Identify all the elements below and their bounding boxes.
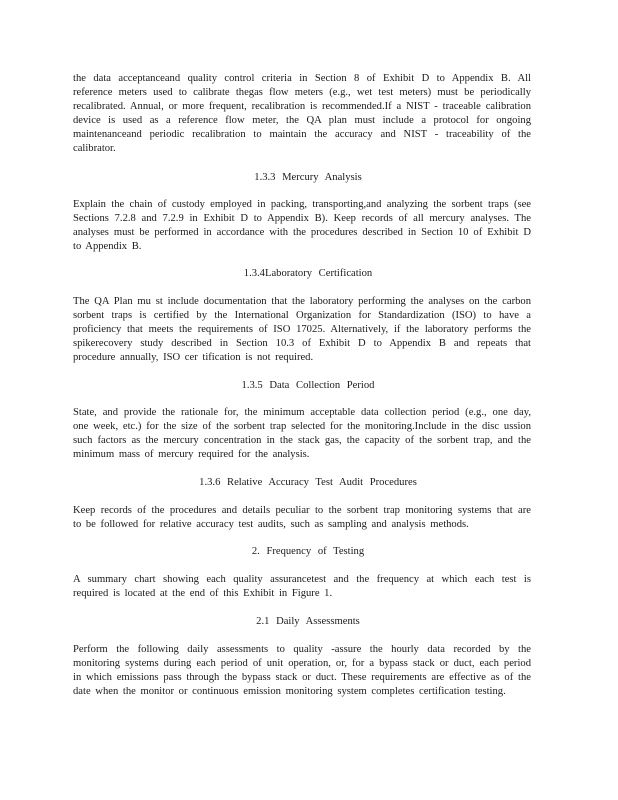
laboratory-certification-paragraph: The QA Plan mu st include documentation that the laboratory performing the analyses on the carbon sorbent traps is certified by the International Organization for Standardization (ISO) to have a proficiency that meets the requirements of ISO 17025. Alternatively, if the laboratory performs the spikerecovery study described in Section 10.3 of Exhibit D to Appendix B and repeats that procedure annually, ISO cer tification is not required. <box>73 296 531 364</box>
section-heading-frequency-of-testing: 2. Frequency of Testing <box>251 546 365 557</box>
section-heading-daily-assessments: 2.1 Daily Assessments <box>256 616 360 627</box>
mercury-analysis-paragraph: Explain the chain of custody employed in packing, transporting,and analyzing the sorbent traps (see Sections 7.2.8 and 7.2.9 in Exhibit D to Appendix B). Keep records of all mercury analyses. The analyses must be performed in accordance with the procedures described in Section 10 of Exhibit D to Appendix B. <box>73 199 531 253</box>
section-heading-laboratory-certification: 1.3.4Laboratory Certification <box>243 268 373 279</box>
section-heading-rata-procedures: 1.3.6 Relative Accuracy Test Audit Procedures <box>199 477 417 488</box>
calibration-paragraph: the data acceptanceand quality control criteria in Section 8 of Exhibit D to Appendix B. All reference meters used to calibrate thegas flow meters (e.g., wet test meters) must be periodically recalibrated. Annual, or more frequent, recalibration is recommended.If a NIST - traceable calibration device is used as a reference flow meter, the QA plan must include a protocol for ongoing maintenanceand periodic recalibration to maintain the accuracy and NIST - traceability of the calibrator. <box>73 73 531 155</box>
rata-procedures-paragraph: Keep records of the procedures and details peculiar to the sorbent trap monitoring systems that are to be followed for relative accuracy test audits, such as sampling and analysis methods. <box>73 505 531 531</box>
section-heading-mercury-analysis: 1.3.3 Mercury Analysis <box>254 172 362 183</box>
daily-assessments-paragraph: Perform the following daily assessments to quality -assure the hourly data recorded by the monitoring systems during each period of unit operation, or, for a bypass stack or duct, each period in which emissions pass through the bypass stack or duct. These requirements are effective as of the date when the monitor or continuous emission monitoring system completes certification testing. <box>73 644 531 698</box>
section-heading-data-collection-period: 1.3.5 Data Collection Period <box>241 380 375 391</box>
frequency-of-testing-paragraph: A summary chart showing each quality assurancetest and the frequency at which each test is required is located at the end of this Exhibit in Figure 1. <box>73 574 531 600</box>
data-collection-paragraph: State, and provide the rationale for, the minimum acceptable data collection period (e.g., one day, one week, etc.) for the size of the sorbent trap selected for the monitoring.Include in the disc ussion such factors as the mercury concentration in the stack gas, the capacity of the sorbent trap, and the minimum mass of mercury required for the analysis. <box>73 407 531 461</box>
